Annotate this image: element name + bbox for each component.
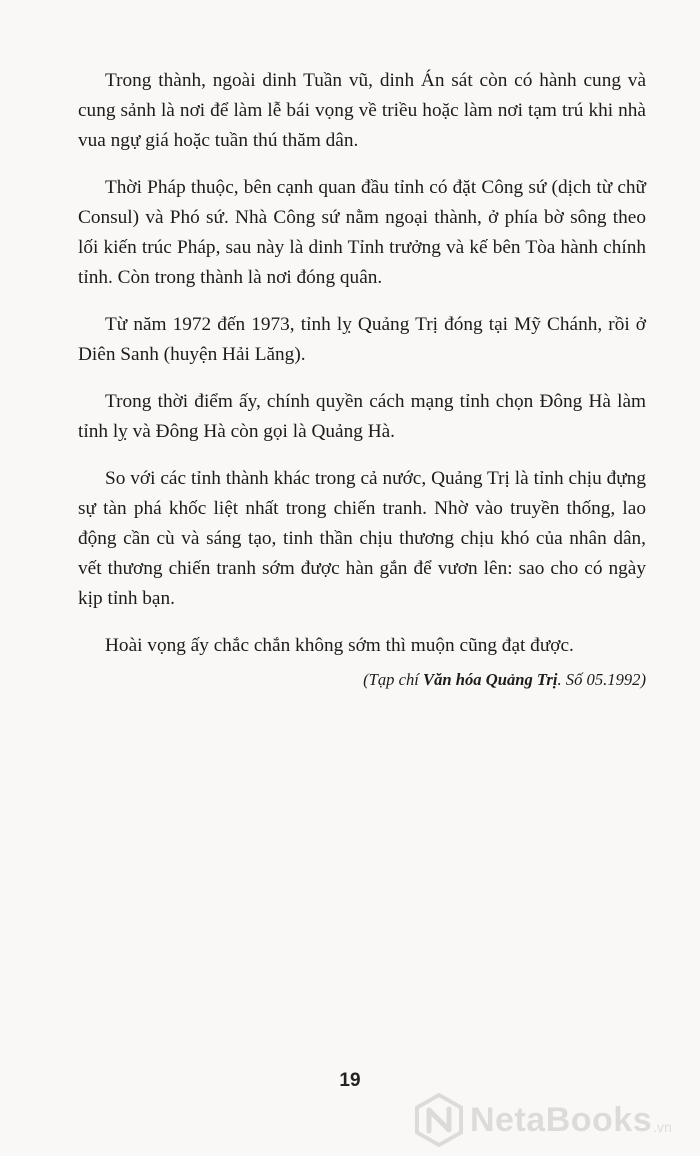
paragraph-4: Trong thời điểm ấy, chính quyền cách mạng tỉnh chọn Đông Hà làm tỉnh lỵ và Đông Hà còn gọi là Quảng Hà. [78, 391, 646, 442]
watermark-text: NetaBooks [470, 1100, 653, 1139]
paragraph-6: Hoài vọng ấy chắc chắn không sớm thì muộn cũng đạt được. [105, 635, 574, 656]
citation-magazine: Văn hóa Quảng Trị [423, 670, 558, 689]
watermark [414, 1092, 672, 1148]
paragraph-5: So với các tỉnh thành khác trong cả nước, Quảng Trị là tỉnh chịu đựng sự tàn phá khốc liệt nhất trong chiến tranh. Nhờ vào truyền thống, lao động cần cù và sáng tạo, tinh thần chịu thương chịu khó của nhân dân, vết thương chiến tranh sớm được hàn gắn để vươn lên: sao cho có ngày kịp tỉnh bạn. [78, 468, 646, 609]
watermark-suffix: .vn [653, 1119, 672, 1135]
body-text [78, 66, 646, 693]
paragraph-3: Từ năm 1972 đến 1973, tỉnh lỵ Quảng Trị đóng tại Mỹ Chánh, rồi ở Diên Sanh (huyện Hải Lăng). [78, 314, 646, 365]
page-number: 19 [339, 1070, 361, 1091]
netabooks-logo-icon [414, 1093, 464, 1147]
paragraph-1: Trong thành, ngoài dinh Tuần vũ, dinh Án sát còn có hành cung và cung sảnh là nơi để làm lễ bái vọng về triều hoặc làm nơi tạm trú khi nhà vua ngự giá hoặc tuần thú thăm dân. [78, 70, 646, 151]
paragraph-2: Thời Pháp thuộc, bên cạnh quan đầu tỉnh có đặt Công sứ (dịch từ chữ Consul) và Phó sứ. Nhà Công sứ nằm ngoại thành, ở phía bờ sông theo lối kiến trúc Pháp, sau này là dinh Tỉnh trưởng và kế bên Tòa hành chính tỉnh. Còn trong thành là nơi đóng quân. [78, 177, 646, 288]
citation-open-paren: ( [363, 670, 369, 689]
citation [78, 667, 646, 693]
citation-prefix: Tạp chí [368, 670, 424, 689]
citation-suffix: . Số 05.1992) [557, 670, 646, 689]
